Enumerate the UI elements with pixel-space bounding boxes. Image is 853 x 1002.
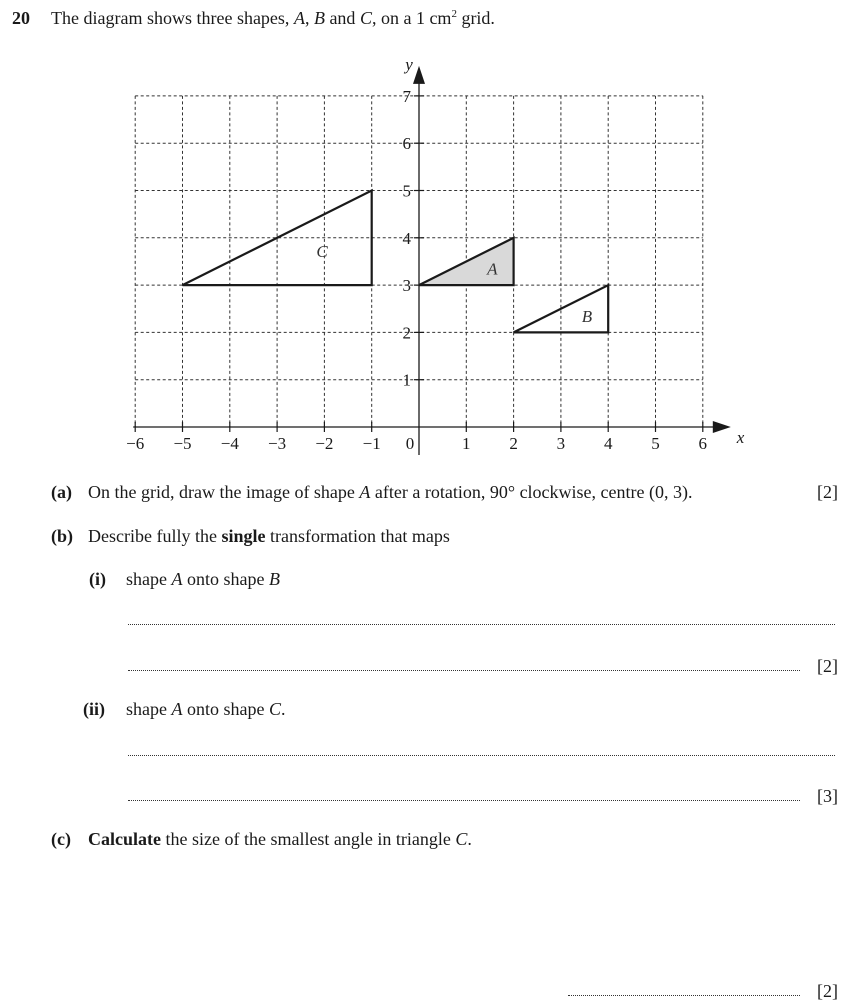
part-b-text bbox=[88, 526, 450, 547]
part-c-text-1: the size of the smallest angle in triangle bbox=[160, 829, 456, 849]
stem-sep-2: and bbox=[324, 8, 360, 28]
part-a-shape: A bbox=[359, 482, 371, 502]
answer-line-c[interactable] bbox=[568, 995, 800, 996]
part-b-text-1: Describe fully the bbox=[88, 526, 222, 546]
part-c-text bbox=[88, 829, 472, 850]
shape-c-label: C bbox=[316, 242, 328, 262]
y-tick-label: 5 bbox=[402, 181, 411, 201]
tick-labels bbox=[126, 55, 745, 453]
part-b-ii-text-1: shape bbox=[126, 699, 172, 719]
part-b-ii-label: (ii) bbox=[83, 699, 105, 719]
x-tick-label: 3 bbox=[556, 434, 566, 453]
part-b-text-2: transformation that maps bbox=[265, 526, 450, 546]
part-b-i-from: A bbox=[171, 569, 183, 589]
shapes bbox=[183, 191, 609, 333]
stem-text-2: , on a 1 cm bbox=[371, 8, 452, 28]
x-tick-label: −6 bbox=[126, 434, 145, 453]
y-tick-label: 2 bbox=[402, 323, 411, 343]
part-b-bold: single bbox=[221, 526, 266, 546]
x-tick-label: 2 bbox=[509, 434, 518, 453]
part-c-marks: [2] bbox=[817, 981, 838, 1001]
x-tick-label: −3 bbox=[268, 434, 287, 453]
part-b-i-text bbox=[126, 569, 280, 590]
stem-shape-b: B bbox=[313, 8, 325, 28]
answer-line-b-i-2[interactable] bbox=[128, 670, 800, 671]
part-b-ii-from: A bbox=[171, 699, 183, 719]
part-a-marks: [2] bbox=[817, 482, 838, 502]
shape-c bbox=[183, 191, 372, 286]
y-axis-arrow bbox=[413, 66, 425, 84]
part-a-text-2: after a rotation, 90° clockwise, centre (0, 3). bbox=[370, 482, 693, 502]
x-axis-arrow bbox=[713, 421, 731, 433]
x-tick-label: 6 bbox=[698, 434, 708, 453]
shape-b-label: B bbox=[581, 306, 593, 326]
part-b-i-text-1: shape bbox=[126, 569, 172, 589]
part-c-bold: Calculate bbox=[88, 829, 161, 849]
coordinate-grid[interactable] bbox=[0, 0, 853, 470]
x-tick-label: 5 bbox=[651, 434, 660, 453]
answer-line-b-ii-2[interactable] bbox=[128, 800, 800, 801]
part-a-text bbox=[88, 482, 693, 503]
part-b-i-to: B bbox=[268, 569, 280, 589]
part-a-label: (a) bbox=[51, 482, 72, 502]
x-axis-label: x bbox=[736, 428, 745, 447]
stem-shape-a: A bbox=[293, 8, 305, 28]
x-tick-label: −1 bbox=[362, 434, 381, 453]
part-a-text-1: On the grid, draw the image of shape bbox=[88, 482, 360, 502]
stem-sep-1: , bbox=[304, 8, 314, 28]
answer-line-b-ii-1[interactable] bbox=[128, 755, 835, 756]
part-b-i-label: (i) bbox=[89, 569, 106, 589]
x-tick-label: 4 bbox=[603, 434, 613, 453]
y-tick-label: 6 bbox=[402, 134, 411, 154]
y-tick-label: 7 bbox=[402, 86, 411, 106]
y-tick-label: 1 bbox=[402, 370, 411, 390]
y-tick-label: 3 bbox=[402, 276, 411, 296]
part-b-ii-text bbox=[126, 699, 285, 720]
stem-shape-c: C bbox=[359, 8, 372, 28]
part-c-end: . bbox=[467, 829, 472, 849]
x-tick-label: 1 bbox=[462, 434, 471, 453]
shape-b bbox=[514, 285, 609, 332]
part-b-label: (b) bbox=[51, 526, 73, 546]
shape-a-label: A bbox=[487, 259, 498, 279]
x-tick-label: −2 bbox=[315, 434, 334, 453]
x-tick-label: 0 bbox=[405, 434, 415, 453]
part-b-ii-to: C bbox=[268, 699, 281, 719]
answer-line-b-i-1[interactable] bbox=[128, 624, 835, 625]
part-b-ii-text-2: onto shape bbox=[182, 699, 269, 719]
y-axis-label: y bbox=[405, 54, 413, 74]
stem-text-3: grid. bbox=[456, 8, 495, 28]
part-c-shape: C bbox=[455, 829, 468, 849]
part-b-i-text-2: onto shape bbox=[182, 569, 269, 589]
question-number: 20 bbox=[12, 8, 30, 28]
y-tick-label: 4 bbox=[402, 228, 411, 248]
part-b-i-marks: [2] bbox=[817, 656, 838, 676]
axes bbox=[133, 66, 731, 455]
part-b-ii-end: . bbox=[280, 699, 286, 719]
x-tick-label: −5 bbox=[173, 434, 192, 453]
x-tick-label: −4 bbox=[220, 434, 239, 453]
part-c-label: (c) bbox=[51, 829, 71, 849]
part-b-ii-marks: [3] bbox=[817, 786, 838, 806]
stem-text-1: The diagram shows three shapes, bbox=[51, 8, 294, 28]
stem-superscript: 2 bbox=[451, 8, 457, 20]
